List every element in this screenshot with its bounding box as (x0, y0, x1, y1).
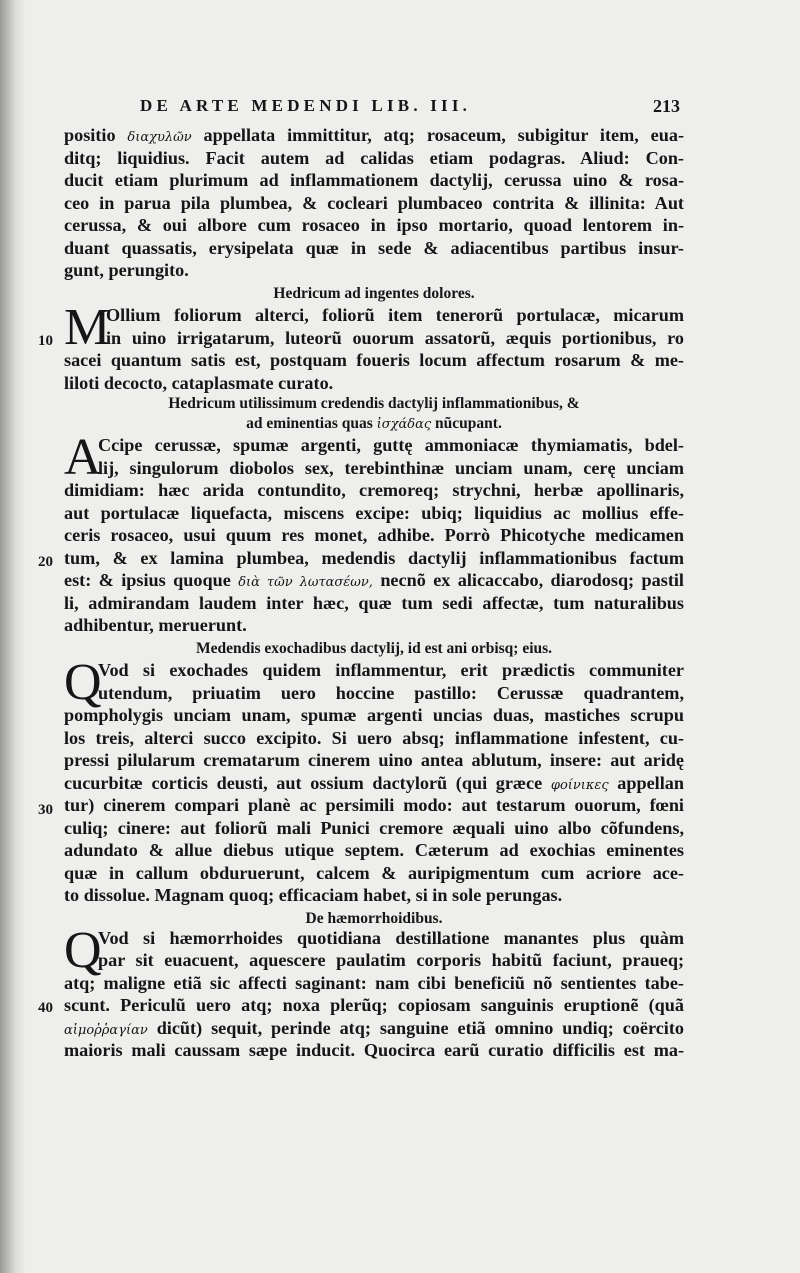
text-line: αἱμοῤῥαγίαν dicũt) sequit, perinde atq; sanguine etiã omnino undiq; coërcito (64, 1017, 684, 1038)
text-line: lij, singulorum diobolos sex, terebinthinæ unciam unam, cerę unciam (98, 457, 684, 478)
section-heading: De hæmorrhoidibus. (305, 909, 443, 927)
text-line: est: & ipsius quoque διὰ τῶν λωτασέων, necnõ ex alicaccabo, diarodosq; pastil (64, 570, 684, 590)
text-line: los treis, alterci succo excipito. Si uero absq; inflammatione infestent, cu- (64, 727, 684, 748)
line-number: 10 (38, 333, 53, 349)
text-line: adundato & allue diebus utique septem. Cæterum ad exochias eminentes (64, 840, 684, 860)
text-line: tur) cinerem compari planè ac persimili modo: aut testarum ouorum, fœni (64, 795, 684, 815)
section-heading: Hedricum utilissimum credendis dactylij inflammationibus, & (168, 395, 580, 412)
text-line: Ollium foliorum alterci, foliorũ item tenerorũ portulacæ, micarum (106, 305, 684, 325)
greek-word: ἰσχάδας (376, 417, 432, 432)
page-gutter-shadow (0, 0, 26, 1273)
text-line: culiq; cinere: aut foliorũ mali Punici cremore æquali uino albo cõfundens, (64, 817, 684, 838)
text-line: sacei quantum satis est, postquam foueris locum affectum rosarum & me- (64, 350, 684, 370)
running-header (140, 96, 680, 122)
text-line: ceo in parua pila plumbea, & cocleari plumbaceo contrita & illinita: Aut (64, 192, 684, 213)
text-line: in uino irrigatarum, luteorũ ouorum assatorũ, æquis portionibus, ro (106, 327, 684, 348)
text-line: aut portulacæ liquefacta, miscens excipe: ubiq; liquidius ac mollius effe- (64, 502, 684, 523)
text-line: tum, & ex lamina plumbea, medendis dactylij inflammationibus factum (64, 547, 684, 568)
running-title: DE ARTE MEDENDI LIB. III. (140, 96, 472, 115)
section-heading: Medendis exochadibus dactylij, id est ani orbisq; eius. (195, 639, 553, 657)
body-text (38, 124, 684, 1062)
line-number: 20 (38, 554, 53, 570)
paragraph (38, 921, 684, 1062)
text-line: cucurbitæ corticis deusti, aut ossium dactylorũ (qui græce φοίνικες appellan (64, 772, 684, 793)
drop-cap: Q (64, 921, 102, 979)
drop-cap: Q (64, 654, 102, 711)
text-line: li, admirandam laudem inter hæc, quæ tum sedi affectæ, tum naturalibus (64, 592, 684, 613)
text-line: cerussa, & oui albore cum rosaceo in ipso mortario, quoad lentorem in- (64, 215, 684, 235)
greek-word: διαχυλῶν (127, 130, 192, 145)
text-line: dimidiam: hæc arida contundito, cremoreq; strychni, herbæ apollinaris, (64, 480, 684, 500)
paragraph (38, 429, 684, 637)
drop-cap: M (64, 299, 111, 356)
greek-word: διὰ τῶν λωτασέων, (238, 575, 373, 590)
section-heading-continued: ad eminentias quas ἰσχάδας nũcupant. (246, 415, 502, 432)
text-line: maioris mali caussam sæpe inducit. Quocirca earũ curatio difficilis est ma- (64, 1040, 684, 1060)
greek-word: φοίνικες (550, 777, 609, 793)
text-line: scunt. Periculũ uero atq; noxa plerũq; copiosam sanguinis eruptionẽ (quã (64, 995, 684, 1015)
text-line: Vod si exochades quidem inflammentur, erit prædictis communiter (98, 660, 684, 680)
text-line: pompholygis unciam unam, spumæ argenti uncias duas, mastiches scrupu (64, 705, 684, 725)
text-line: utendum, priuatim uero hoccine pastillo: Cerussæ quadrantem, (98, 682, 684, 703)
text-line: gunt, perungito. (64, 260, 189, 280)
paragraph (38, 654, 684, 907)
text-line: atq; maligne etiã sic affecti saginant: nam cibi beneficiũ nõ sentientes tabe- (64, 972, 684, 993)
text-line: positio διαχυλῶν appellata immittitur, atq; rosaceum, subigitur item, eua- (64, 125, 684, 145)
text-line: quæ in callum obduruerunt, calcem & auripigmentum cum acriore ace- (64, 862, 684, 883)
paragraph (38, 299, 684, 394)
text-line: to dissolue. Magnam quoq; efficaciam habet, si in sole perungas. (64, 885, 563, 905)
text-line: adhibentur, meruerunt. (64, 615, 247, 635)
greek-word: αἱμοῤῥαγίαν (64, 1022, 148, 1038)
text-line: Vod si hæmorrhoides quotidiana destillatione manantes plus quàm (98, 927, 684, 948)
text-line: ducit etiam plurimum ad inflammationem dactylij, cerussa uino & rosa- (64, 170, 684, 190)
text-line: par sit euacuent, aquescere paulatim corporis habitũ faciunt, praueq; (98, 950, 684, 970)
section-heading: Hedricum ad ingentes dolores. (273, 284, 475, 302)
text-line: liloti decocto, cataplasmate curato. (64, 372, 334, 393)
text-line: Ccipe cerussæ, spumæ argenti, guttę ammoniacæ thymiamatis, bdel- (98, 435, 684, 455)
text-line: ditq; liquidius. Facit autem ad calidas etiam podagras. Aliud: Con- (64, 147, 684, 168)
text-line: duant quassatis, erysipelata quæ in sede & adiacentibus partibus insur- (64, 237, 684, 258)
text-line: pressi pilularum crematarum cinerem uino antea ablutum, insere: aut aridę (64, 750, 684, 770)
text-line: ceris rosaceo, usui quum res monet, adhibe. Porrò Phicotyche medicamen (64, 525, 684, 545)
page-number: 213 (653, 96, 680, 116)
line-number: 40 (38, 999, 53, 1016)
drop-cap: A (64, 429, 102, 486)
line-number: 30 (38, 802, 53, 818)
